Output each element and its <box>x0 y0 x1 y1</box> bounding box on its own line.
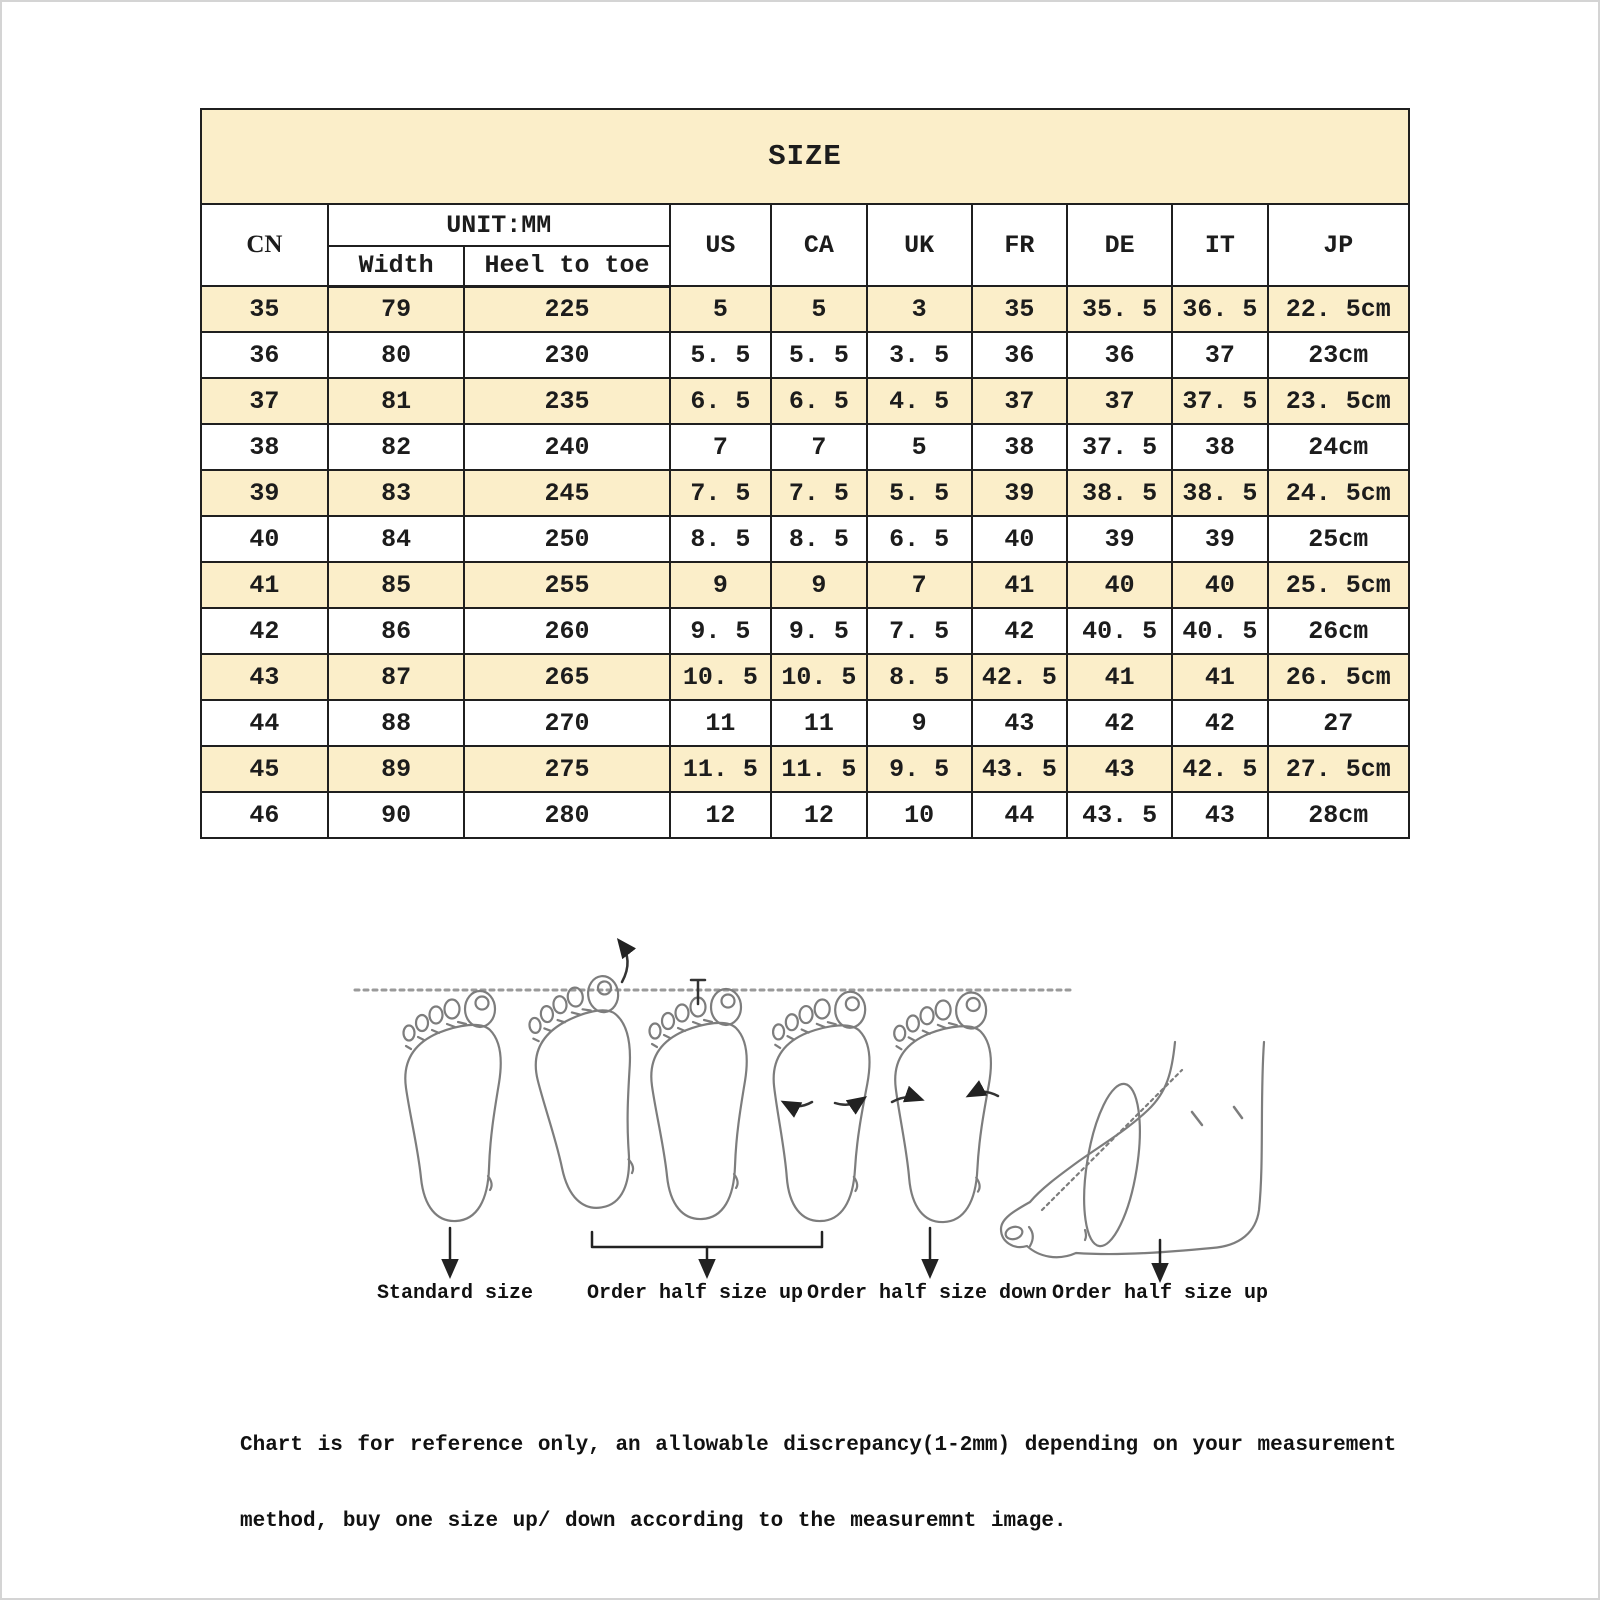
size-cell: 28cm <box>1268 792 1409 838</box>
size-cell: 38 <box>201 424 328 470</box>
size-cell: 86 <box>328 608 465 654</box>
foot-marked <box>650 989 747 1219</box>
size-cell: 265 <box>464 654 669 700</box>
size-cell: 37 <box>1172 332 1267 378</box>
size-cell: 5. 5 <box>867 470 972 516</box>
size-cell: 255 <box>464 562 669 608</box>
label-standard-size: Standard size <box>376 1282 534 1305</box>
size-cell: 26. 5cm <box>1268 654 1409 700</box>
size-cell: 5. 5 <box>670 332 771 378</box>
table-row <box>201 424 1409 470</box>
size-cell: 89 <box>328 746 465 792</box>
size-cell: 9. 5 <box>867 746 972 792</box>
size-cell: 43 <box>201 654 328 700</box>
size-cell: 40 <box>201 516 328 562</box>
size-cell: 44 <box>972 792 1067 838</box>
table-row <box>201 378 1409 424</box>
size-cell: 82 <box>328 424 465 470</box>
size-cell: 3 <box>867 286 972 332</box>
size-cell: 5 <box>867 424 972 470</box>
table-row <box>201 470 1409 516</box>
size-cell: 260 <box>464 608 669 654</box>
size-cell: 5 <box>771 286 866 332</box>
size-cell: 43. 5 <box>972 746 1067 792</box>
size-cell: 8. 5 <box>771 516 866 562</box>
size-table-body <box>201 286 1409 838</box>
size-cell: 38. 5 <box>1067 470 1172 516</box>
size-cell: 41 <box>1067 654 1172 700</box>
table-header-row <box>201 204 1409 246</box>
size-cell: 42. 5 <box>972 654 1067 700</box>
size-cell: 38 <box>972 424 1067 470</box>
label-order-half-size-up: Order half size up <box>586 1282 804 1305</box>
size-cell: 6. 5 <box>670 378 771 424</box>
size-cell: 7. 5 <box>670 470 771 516</box>
size-cell: 42. 5 <box>1172 746 1267 792</box>
size-cell: 27. 5cm <box>1268 746 1409 792</box>
size-cell: 4. 5 <box>867 378 972 424</box>
table-row <box>201 562 1409 608</box>
size-cell: 39 <box>201 470 328 516</box>
size-cell: 39 <box>1172 516 1267 562</box>
header-it: IT <box>1172 204 1267 286</box>
header-de: DE <box>1067 204 1172 286</box>
size-cell: 7. 5 <box>867 608 972 654</box>
table-row <box>201 608 1409 654</box>
size-cell: 80 <box>328 332 465 378</box>
size-table <box>200 108 1410 839</box>
size-cell: 35 <box>201 286 328 332</box>
size-cell: 46 <box>201 792 328 838</box>
size-cell: 7 <box>867 562 972 608</box>
size-cell: 41 <box>201 562 328 608</box>
disclaimer-line-1: Chart is for reference only, an allowable discrepancy(1-2mm) depending on your measurement <box>240 1434 1397 1457</box>
size-cell: 43 <box>972 700 1067 746</box>
size-cell: 43. 5 <box>1067 792 1172 838</box>
size-cell: 12 <box>670 792 771 838</box>
size-cell: 270 <box>464 700 669 746</box>
size-cell: 8. 5 <box>867 654 972 700</box>
size-cell: 7. 5 <box>771 470 866 516</box>
size-cell: 26cm <box>1268 608 1409 654</box>
size-cell: 40 <box>1067 562 1172 608</box>
size-cell: 38 <box>1172 424 1267 470</box>
table-title-row <box>201 109 1409 204</box>
size-cell: 84 <box>328 516 465 562</box>
size-cell: 22. 5cm <box>1268 286 1409 332</box>
size-cell: 44 <box>201 700 328 746</box>
size-cell: 6. 5 <box>771 378 866 424</box>
size-cell: 6. 5 <box>867 516 972 562</box>
header-jp: JP <box>1268 204 1409 286</box>
size-cell: 25. 5cm <box>1268 562 1409 608</box>
label-order-half-size-down: Order half size down <box>806 1282 1048 1305</box>
size-cell: 9. 5 <box>771 608 866 654</box>
header-us: US <box>670 204 771 286</box>
size-cell: 11. 5 <box>771 746 866 792</box>
label-order-half-size-up-girth: Order half size up <box>1051 1282 1269 1305</box>
size-cell: 40 <box>972 516 1067 562</box>
foot-narrow <box>891 991 992 1223</box>
size-cell: 23. 5cm <box>1268 378 1409 424</box>
size-cell: 42 <box>972 608 1067 654</box>
size-cell: 12 <box>771 792 866 838</box>
table-row <box>201 654 1409 700</box>
foot-long-toe <box>525 974 646 1213</box>
size-cell: 11 <box>771 700 866 746</box>
size-cell: 245 <box>464 470 669 516</box>
size-cell: 8. 5 <box>670 516 771 562</box>
size-cell: 88 <box>328 700 465 746</box>
table-title: SIZE <box>201 109 1409 204</box>
size-cell: 42 <box>1172 700 1267 746</box>
size-cell: 45 <box>201 746 328 792</box>
header-ca: CA <box>771 204 866 286</box>
foot-wide <box>768 990 871 1223</box>
size-cell: 25cm <box>1268 516 1409 562</box>
size-cell: 35 <box>972 286 1067 332</box>
size-cell: 38. 5 <box>1172 470 1267 516</box>
disclaimer-note <box>240 1408 1420 1560</box>
size-cell: 40. 5 <box>1172 608 1267 654</box>
table-row <box>201 746 1409 792</box>
size-cell: 79 <box>328 286 465 332</box>
size-cell: 7 <box>771 424 866 470</box>
size-cell: 36 <box>972 332 1067 378</box>
header-heel-to-toe: Heel to toe <box>464 246 669 286</box>
size-cell: 250 <box>464 516 669 562</box>
size-cell: 10 <box>867 792 972 838</box>
size-cell: 83 <box>328 470 465 516</box>
size-cell: 41 <box>972 562 1067 608</box>
size-cell: 230 <box>464 332 669 378</box>
size-cell: 37 <box>1067 378 1172 424</box>
size-cell: 40 <box>1172 562 1267 608</box>
size-cell: 11 <box>670 700 771 746</box>
size-cell: 37 <box>201 378 328 424</box>
table-row <box>201 792 1409 838</box>
size-cell: 240 <box>464 424 669 470</box>
size-cell: 39 <box>972 470 1067 516</box>
header-unit-mm: UNIT:MM <box>328 204 670 246</box>
size-cell: 275 <box>464 746 669 792</box>
size-cell: 10. 5 <box>771 654 866 700</box>
size-cell: 24. 5cm <box>1268 470 1409 516</box>
table-row <box>201 516 1409 562</box>
size-cell: 37 <box>972 378 1067 424</box>
size-cell: 39 <box>1067 516 1172 562</box>
size-cell: 5 <box>670 286 771 332</box>
size-cell: 85 <box>328 562 465 608</box>
half-size-up-bracket <box>592 1232 822 1247</box>
size-cell: 35. 5 <box>1067 286 1172 332</box>
toe-over-line-arrow <box>620 942 628 982</box>
table-row <box>201 700 1409 746</box>
size-cell: 9 <box>867 700 972 746</box>
size-cell: 43 <box>1172 792 1267 838</box>
table-row <box>201 332 1409 378</box>
foot-side-view <box>1001 1042 1264 1257</box>
size-cell: 23cm <box>1268 332 1409 378</box>
header-fr: FR <box>972 204 1067 286</box>
size-cell: 36. 5 <box>1172 286 1267 332</box>
disclaimer-line-2: method, buy one size up/ down according to the measuremnt image. <box>240 1510 1067 1533</box>
header-width: Width <box>328 246 465 286</box>
size-cell: 36 <box>201 332 328 378</box>
size-cell: 3. 5 <box>867 332 972 378</box>
size-cell: 9. 5 <box>670 608 771 654</box>
size-cell: 87 <box>328 654 465 700</box>
size-cell: 37. 5 <box>1067 424 1172 470</box>
size-cell: 41 <box>1172 654 1267 700</box>
size-cell: 37. 5 <box>1172 378 1267 424</box>
size-cell: 9 <box>771 562 866 608</box>
header-uk: UK <box>867 204 972 286</box>
header-cn: CN <box>201 204 328 286</box>
size-cell: 36 <box>1067 332 1172 378</box>
foot-standard <box>404 991 501 1221</box>
size-cell: 225 <box>464 286 669 332</box>
size-cell: 81 <box>328 378 465 424</box>
size-cell: 235 <box>464 378 669 424</box>
size-cell: 27 <box>1268 700 1409 746</box>
size-cell: 42 <box>201 608 328 654</box>
size-cell: 43 <box>1067 746 1172 792</box>
size-cell: 7 <box>670 424 771 470</box>
size-cell: 90 <box>328 792 465 838</box>
size-cell: 11. 5 <box>670 746 771 792</box>
size-cell: 40. 5 <box>1067 608 1172 654</box>
measurement-diagram <box>330 930 1290 1310</box>
size-cell: 5. 5 <box>771 332 866 378</box>
size-cell: 10. 5 <box>670 654 771 700</box>
size-cell: 42 <box>1067 700 1172 746</box>
size-cell: 280 <box>464 792 669 838</box>
size-cell: 9 <box>670 562 771 608</box>
size-cell: 24cm <box>1268 424 1409 470</box>
table-row <box>201 286 1409 332</box>
